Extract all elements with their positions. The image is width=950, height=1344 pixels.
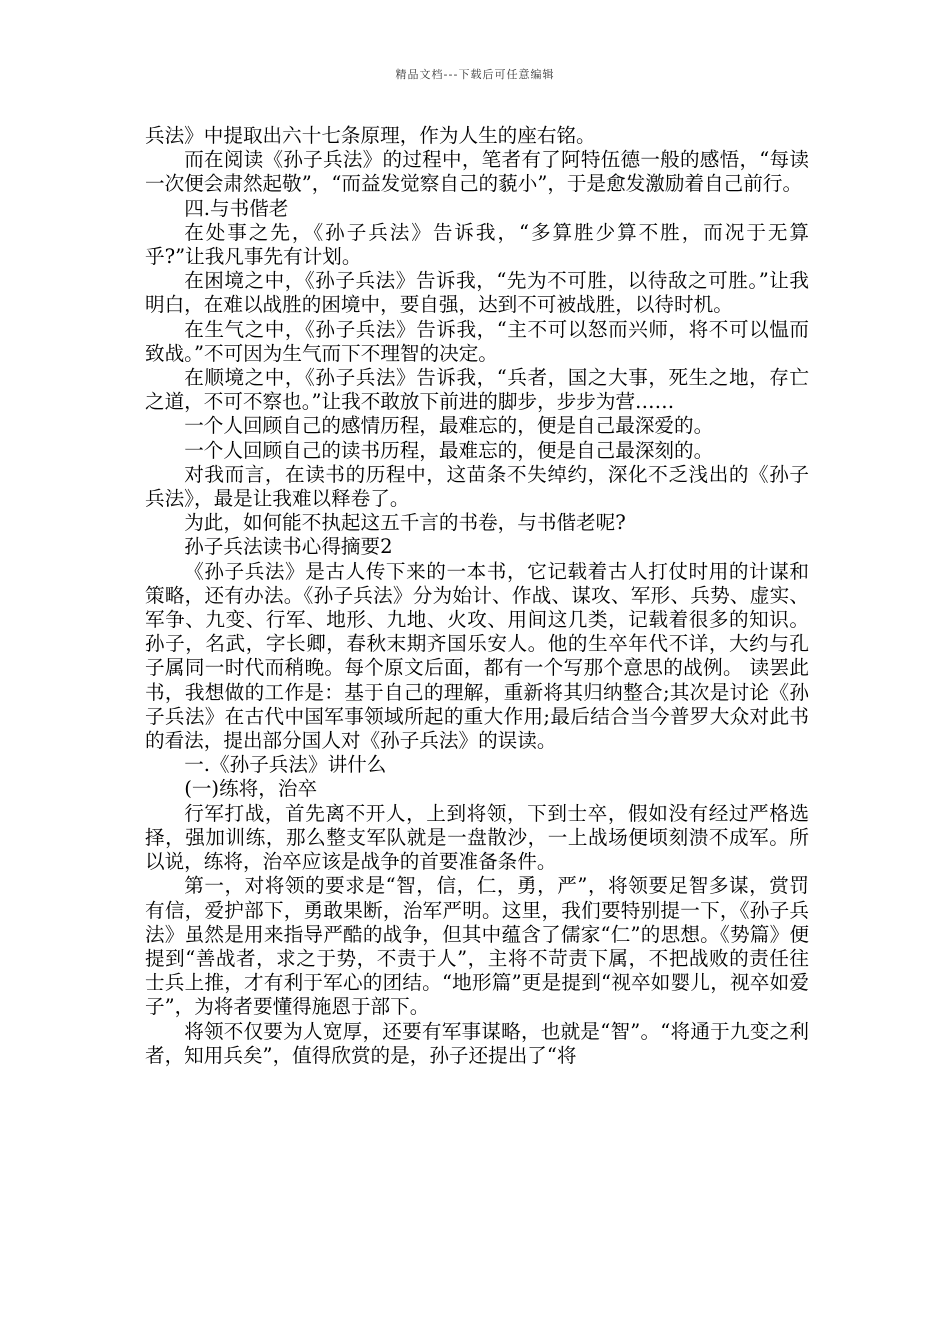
paragraph-4: 在困境之中，《孙子兵法》告诉我，“先为不可胜，以待敌之可胜。”让我明白，在难以战胜的困境中，要自强，达到不可被战胜，以待时机。: [145, 269, 809, 317]
paragraph-8: 一个人回顾自己的读书历程，最难忘的，便是自己最深刻的。: [184, 438, 714, 462]
paragraph-5: 在生气之中，《孙子兵法》告诉我，“主不可以怒而兴师，将不可以愠而致战。”不可因为生气而下不理智的决定。: [145, 317, 809, 365]
page-header: 精品文档---下载后可任意编辑: [395, 68, 555, 81]
paragraph-9: 对我而言，在读书的历程中，这苗条不失绰约，深化不乏浅出的《孙子兵法》，最是让我难以释卷了。: [145, 462, 809, 511]
article-title-2: 孙子兵法读书心得摘要2: [184, 535, 393, 559]
paragraph-11: 《孙子兵法》是古人传下来的一本书，它记载着古人打仗时用的计谋和策略，还有办法。《孙子兵法》分为始计、作战、谋攻、军形、兵势、虚实、军争、九变、行军、地形、九地、火攻、用间这几类，记载着很多的知识。孙子，名武，字长卿，春秋末期齐国乐安人。他的生卒年代不详，大约与孔子属同一时代而稍晚。每个原文后面，都有一个写那个意思的战例。 读罢此书，我想做的工作是：基于自己的理解，重新将其归纳整合;其次是讨论《孙子兵法》在古代中国军事领域所起的重大作用;最后结合当今普罗大众对此书的看法，提出部分国人对《孙子兵法》的误读。: [145, 559, 809, 753]
section-heading-1: 一.《孙子兵法》讲什么: [184, 753, 387, 777]
document-body: [145, 124, 809, 1068]
paragraph-10: 为此，如何能不执起这五千言的书卷，与书偕老呢?: [184, 511, 626, 535]
paragraph-14: 将领不仅要为人宽厚，还要有军事谋略，也就是“智”。“将通于九变之利者，知用兵矣”，值得欣赏的是，孙子还提出了“将: [145, 1019, 809, 1067]
subsection-heading-1: (一)练将，治卒: [184, 777, 318, 801]
paragraph-3: 在处事之先，《孙子兵法》告诉我，“多算胜少算不胜，而况于无算乎?”让我凡事先有计划。: [145, 220, 809, 269]
paragraph-13: 第一，对将领的要求是“智，信，仁，勇，严”，将领要足智多谋，赏罚有信，爱护部下，勇敢果断，治军严明。这里，我们要特别提一下，《孙子兵法》虽然是用来指导严酷的战争，但其中蕴含了儒家“仁”的思想。《势篇》便提到“善战者，求之于势，不责于人”，主将不苛责下属，不把战败的责任往士兵上推，才有利于军心的团结。“地形篇”更是提到“视卒如婴儿，视卒如爱子”，为将者要懂得施恩于部下。: [145, 874, 809, 1019]
paragraph-6: 在顺境之中，《孙子兵法》告诉我，“兵者，国之大事，死生之地，存亡之道，不可不察也。”让我不敢放下前进的脚步，步步为营……: [145, 366, 809, 414]
section-heading-4: 四.与书偕老: [184, 196, 289, 220]
paragraph-7: 一个人回顾自己的感情历程，最难忘的，便是自己最深爱的。: [184, 414, 714, 438]
paragraph-1: 兵法》中提取出六十七条原理，作为人生的座右铭。: [145, 124, 596, 147]
paragraph-2: 而在阅读《孙子兵法》的过程中，笔者有了阿特伍德一般的感悟，“每读一次便会肃然起敬”，“而益发觉察自己的藐小”，于是愈发激励着自己前行。: [145, 148, 809, 196]
paragraph-12: 行军打战，首先离不开人，上到将领，下到士卒，假如没有经过严格选择，强加训练，那么整支军队就是一盘散沙，一上战场便顷刻溃不成军。所以说，练将，治卒应该是战争的首要准备条件。: [145, 801, 809, 874]
